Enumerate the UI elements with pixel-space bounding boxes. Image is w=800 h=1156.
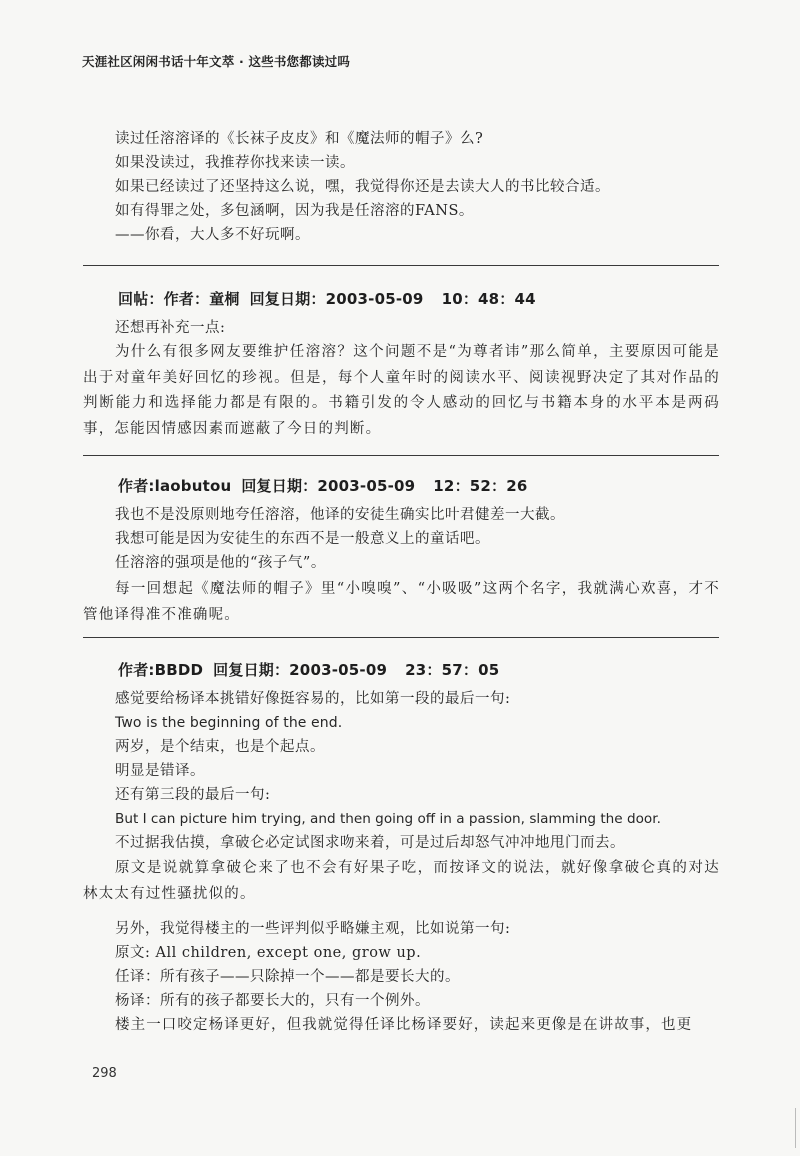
reply-header [118, 659, 499, 680]
paragraph-text: 原文是说就算拿破仑来了也不会有好果子吃，而按译文的说法，就好像拿破仑真的对达林太太有过性骚扰似的。 [83, 860, 720, 902]
page-number: 298 [92, 1066, 117, 1081]
text-line: 如果已经读过了还坚持这么说，嘿，我觉得你还是去读大人的书比较合适。 [115, 179, 610, 195]
running-header: 天涯社区闲闲书话十年文萃 · 这些书您都读过吗 [82, 54, 351, 69]
text-line: 楼主一口咬定杨译更好，但我就觉得任译比杨译要好，读起来更像是在讲故事，也更 [115, 1017, 693, 1033]
paragraph-text: 为什么有很多网友要维护任溶溶？这个问题不是“为尊者讳”那么简单，主要原因可能是出于对童年美好回忆的珍视。但是，每个人童年时的阅读水平、阅读视野决定了其对作品的判断能力和选择能力都是有限的。书籍引发的令人感动的回忆与书籍本身的水平本是两码事，怎能因情感因素而遮蔽了今日的判断。 [83, 344, 720, 437]
reply-time: 10：48：44 [441, 290, 536, 308]
reply-paragraph [83, 856, 720, 907]
reply-paragraph [83, 577, 720, 628]
intro-text [115, 127, 720, 247]
text-line: ——你看，大人多不好玩啊。 [115, 227, 310, 243]
text-line: 任溶溶的强项是他的“孩子气”。 [115, 555, 326, 571]
reply-header [118, 288, 536, 309]
reply-author: 作者:laobutou [118, 477, 232, 495]
divider-rule [83, 455, 719, 456]
reply-body [115, 687, 720, 855]
reply-date: 回复日期：2003-05-09 [249, 290, 424, 308]
text-line: 还有第三段的最后一句: [115, 787, 271, 803]
text-line: 原文: All children, except one, grow up. [115, 945, 422, 961]
divider-rule [83, 265, 719, 266]
page-edge-mark [787, 1108, 796, 1148]
reply-paragraph [83, 340, 720, 442]
text-line: 不过据我估摸，拿破仑必定试图求吻来着，可是过后却怒气冲冲地甩门而去。 [115, 835, 625, 851]
text-line: 明显是错译。 [115, 763, 205, 779]
reply-header [118, 475, 528, 496]
text-line: 另外，我觉得楼主的一些评判似乎略嫌主观，比如说第一句: [115, 921, 511, 937]
text-line: 还想再补充一点: [115, 320, 226, 336]
text-line: 杨译：所有的孩子都要长大的，只有一个例外。 [115, 993, 430, 1009]
text-line: 两岁，是个结束，也是个起点。 [115, 739, 325, 755]
text-line: 感觉要给杨译本挑错好像挺容易的，比如第一段的最后一句: [115, 691, 511, 707]
text-line: 我想可能是因为安徒生的东西不是一般意义上的童话吧。 [115, 531, 490, 547]
reply-date: 回复日期：2003-05-09 [241, 477, 416, 495]
reply-body [115, 503, 720, 575]
reply-body [115, 917, 720, 1037]
text-line: 如有得罪之处，多包涵啊，因为我是任溶溶的FANS。 [115, 203, 474, 219]
reply-time: 12：52：26 [433, 477, 528, 495]
reply-author: 回帖：作者：童桐 [118, 290, 240, 308]
text-line: 如果没读过，我推荐你找来读一读。 [115, 155, 355, 171]
text-line: 任译：所有孩子——只除掉一个——都是要长大的。 [115, 969, 460, 985]
text-line: 我也不是没原则地夸任溶溶，他译的安徒生确实比叶君健差一大截。 [115, 507, 565, 523]
reply-date: 回复日期：2003-05-09 [213, 661, 388, 679]
text-line: Two is the beginning of the end. [115, 715, 343, 731]
text-line: But I can picture him trying, and then going off in a passion, slamming the door. [115, 811, 661, 827]
paragraph-text: 每一回想起《魔法师的帽子》里“小嗅嗅”、“小吸吸”这两个名字，我就满心欢喜，才不管他译得准不准确呢。 [83, 581, 720, 623]
reply-time: 23：57：05 [405, 661, 500, 679]
divider-rule [83, 637, 719, 638]
reply-author: 作者:BBDD [118, 661, 204, 679]
text-line: 读过任溶溶译的《长袜子皮皮》和《魔法师的帽子》么? [115, 131, 484, 147]
reply-body [115, 316, 720, 340]
